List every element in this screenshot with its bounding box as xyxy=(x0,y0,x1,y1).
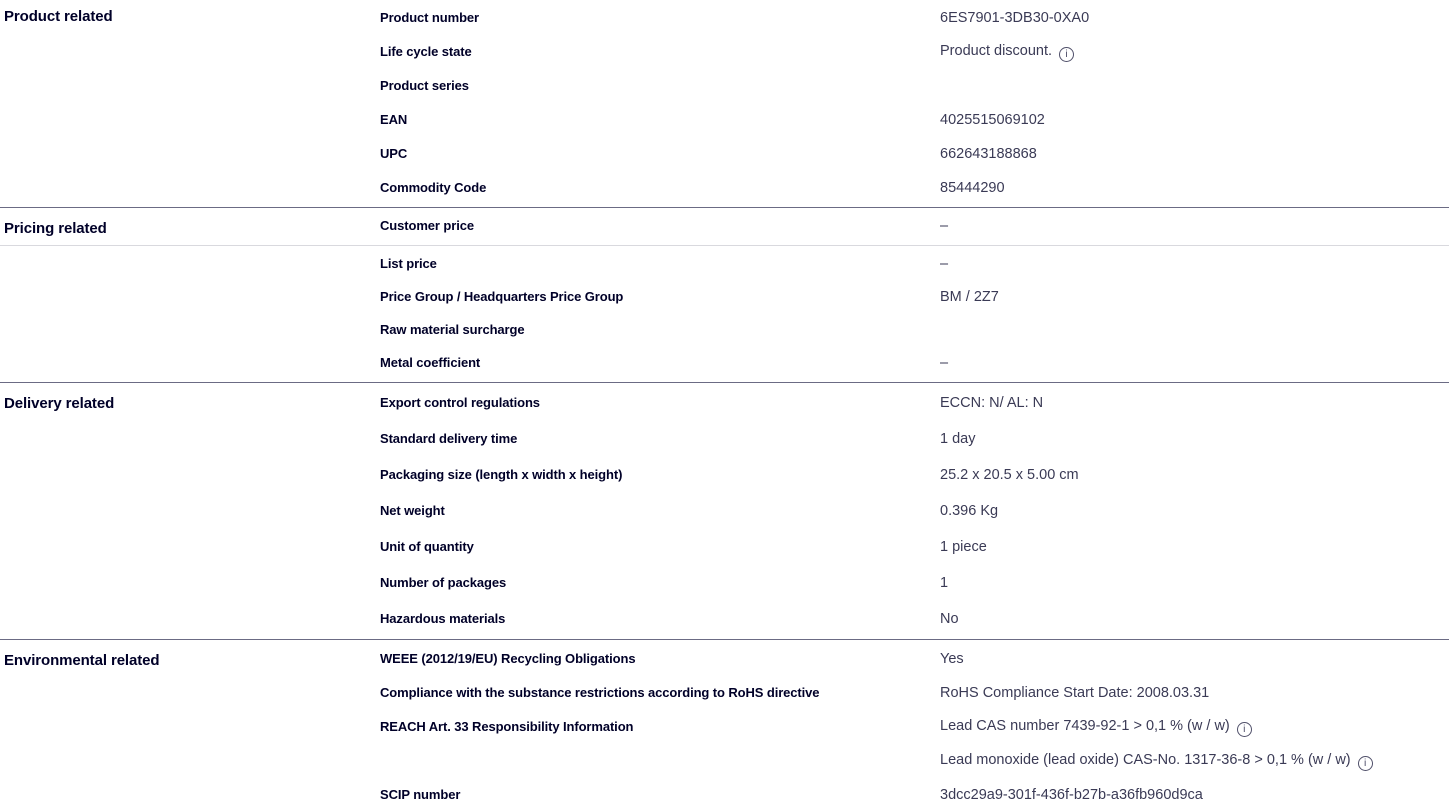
info-icon[interactable]: i xyxy=(1237,722,1252,737)
attribute-row xyxy=(0,385,1449,421)
attribute-value-text: 0.396 Kg xyxy=(940,502,999,519)
attribute-label: List price xyxy=(380,256,437,272)
attribute-value-text: 1 xyxy=(940,574,949,591)
attribute-row xyxy=(0,493,1449,529)
attribute-value xyxy=(940,288,1449,306)
attribute-label: Compliance with the substance restrictions according to RoHS directive xyxy=(380,684,820,700)
attribute-value-text: RoHS Compliance Start Date: 2008.03.31 xyxy=(940,684,1210,701)
attribute-value-text: 1 piece xyxy=(940,538,987,555)
attribute-label: Life cycle state xyxy=(380,43,472,59)
attribute-row xyxy=(0,137,1449,171)
section-title-environmental-related: Environmental related xyxy=(4,652,160,669)
attribute-value xyxy=(940,354,1449,372)
attribute-value xyxy=(940,574,1449,592)
attribute-row xyxy=(0,744,1449,778)
attribute-label: UPC xyxy=(380,145,408,161)
attribute-value-text: 3dcc29a9-301f-436f-b27b-a36fb960d9ca xyxy=(940,786,1203,803)
section-pricing-related xyxy=(0,207,1449,382)
section-title-pricing-related: Pricing related xyxy=(4,220,107,237)
attribute-row xyxy=(0,601,1449,637)
attribute-row xyxy=(0,421,1449,457)
attribute-row xyxy=(0,35,1449,69)
attribute-value xyxy=(940,255,1449,273)
attribute-label: Metal coefficient xyxy=(380,355,481,371)
attribute-row xyxy=(0,347,1449,380)
attribute-label: Price Group / Headquarters Price Group xyxy=(380,289,624,305)
attribute-row xyxy=(0,1,1449,35)
section-delivery-related xyxy=(0,382,1449,639)
section-title-product-related: Product related xyxy=(4,8,113,25)
attribute-row xyxy=(0,314,1449,347)
attribute-value-text: BM / 2Z7 xyxy=(940,289,999,306)
attribute-value-text: – xyxy=(940,218,949,235)
attribute-value-text: Yes xyxy=(940,650,964,667)
attribute-label: Net weight xyxy=(380,502,445,518)
attribute-label: Number of packages xyxy=(380,574,507,590)
section-environmental-related xyxy=(0,639,1449,810)
attribute-value-text: Product discount. xyxy=(940,42,1053,59)
attribute-row xyxy=(0,529,1449,565)
attribute-label: Product number xyxy=(380,9,479,25)
attribute-label: Commodity Code xyxy=(380,179,487,195)
attribute-value xyxy=(940,9,1449,27)
attribute-row xyxy=(0,565,1449,601)
attribute-value-text: Lead monoxide (lead oxide) CAS-No. 1317-36-8 > 0,1 % (w / w) xyxy=(940,751,1351,768)
attribute-value xyxy=(940,650,1449,668)
attribute-label: EAN xyxy=(380,111,408,127)
attribute-value-text: 85444290 xyxy=(940,179,1005,196)
attribute-row xyxy=(0,210,1449,243)
attribute-value-text: 662643188868 xyxy=(940,145,1037,162)
attribute-value xyxy=(940,610,1449,628)
attribute-row xyxy=(0,642,1449,676)
section-product-related xyxy=(0,0,1449,207)
attribute-value-text: ECCN: N/ AL: N xyxy=(940,394,1044,411)
attribute-label: Raw material surcharge xyxy=(380,322,525,338)
section-title-delivery-related: Delivery related xyxy=(4,395,115,412)
attribute-row xyxy=(0,171,1449,205)
attribute-label: Product series xyxy=(380,77,469,93)
attribute-value xyxy=(940,394,1449,412)
attribute-label: WEEE (2012/19/EU) Recycling Obligations xyxy=(380,650,636,666)
attribute-value-text: 6ES7901-3DB30-0XA0 xyxy=(940,9,1090,26)
attribute-row xyxy=(0,778,1449,810)
attribute-label: Standard delivery time xyxy=(380,430,518,446)
attribute-value-text: – xyxy=(940,355,949,372)
attribute-value xyxy=(940,786,1449,804)
attribute-label: REACH Art. 33 Responsibility Information xyxy=(380,718,634,734)
attribute-value xyxy=(940,684,1449,702)
attribute-label: Export control regulations xyxy=(380,394,540,410)
attribute-value-text: 1 day xyxy=(940,430,976,447)
attribute-value xyxy=(940,42,1449,62)
attribute-value-text: No xyxy=(940,610,959,627)
attribute-label: Hazardous materials xyxy=(380,610,506,626)
attribute-value xyxy=(940,430,1449,448)
attribute-value xyxy=(940,145,1449,163)
attribute-value-text: 4025515069102 xyxy=(940,111,1045,128)
attribute-value xyxy=(940,538,1449,556)
attribute-row xyxy=(0,710,1449,744)
attribute-row xyxy=(0,69,1449,103)
attribute-label: Unit of quantity xyxy=(380,538,474,554)
row-divider xyxy=(0,245,1449,246)
attribute-value-text: Lead CAS number 7439-92-1 > 0,1 % (w / w) xyxy=(940,717,1230,734)
attribute-value xyxy=(940,717,1449,737)
attribute-row xyxy=(0,103,1449,137)
attribute-value xyxy=(940,751,1449,771)
attribute-label: Customer price xyxy=(380,218,474,234)
attribute-value xyxy=(940,217,1449,235)
attribute-row xyxy=(0,281,1449,314)
info-icon[interactable]: i xyxy=(1358,756,1373,771)
attribute-value-text: 25.2 x 20.5 x 5.00 cm xyxy=(940,466,1079,483)
attribute-value-text: – xyxy=(940,256,949,273)
attribute-row xyxy=(0,676,1449,710)
info-icon[interactable]: i xyxy=(1059,47,1074,62)
attribute-value xyxy=(940,179,1449,197)
attribute-value xyxy=(940,502,1449,520)
attribute-row xyxy=(0,248,1449,281)
attribute-label: Packaging size (length x width x height) xyxy=(380,466,623,482)
attribute-row xyxy=(0,457,1449,493)
attribute-value xyxy=(940,466,1449,484)
attribute-value xyxy=(940,111,1449,129)
attribute-label: SCIP number xyxy=(380,786,461,802)
